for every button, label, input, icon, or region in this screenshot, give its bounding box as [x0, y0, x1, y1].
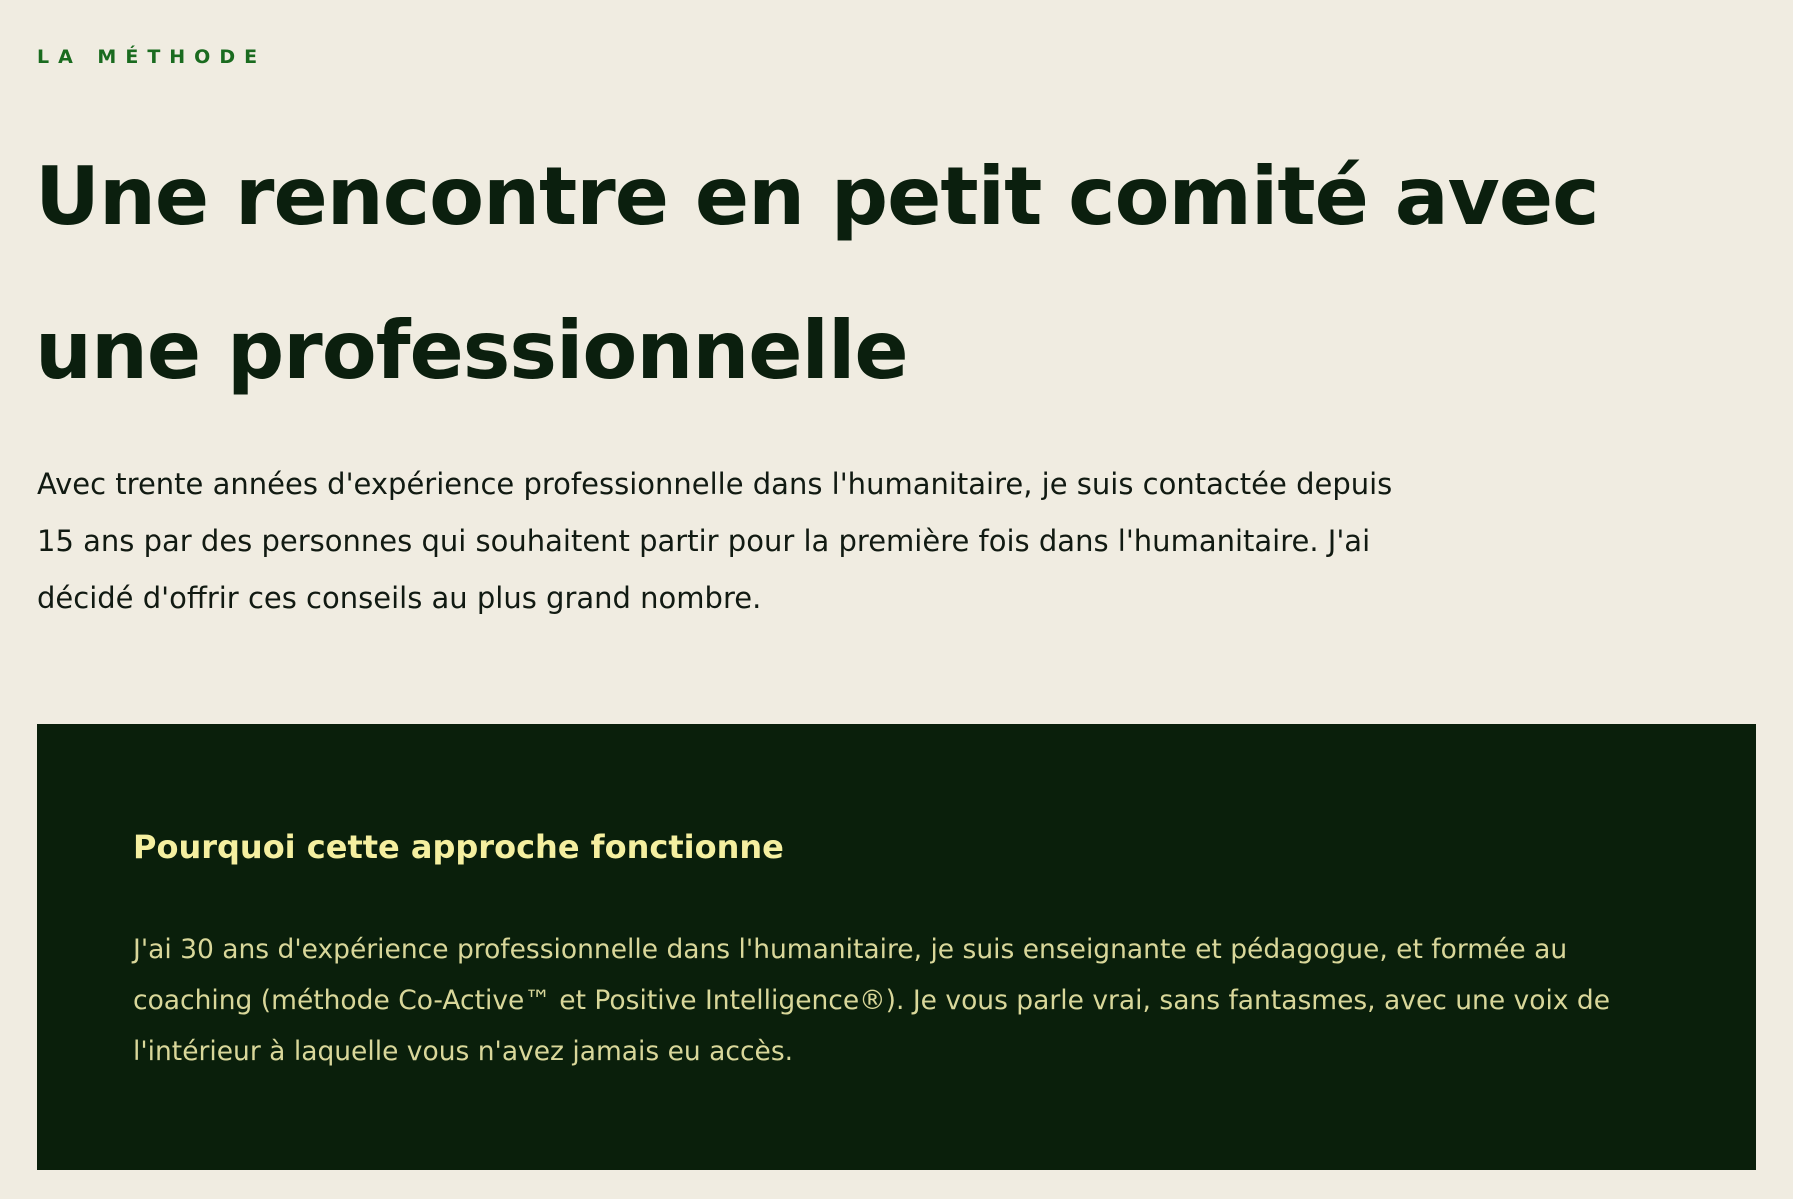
section-eyebrow: LA MÉTHODE	[37, 46, 267, 68]
intro-paragraph: Avec trente années d'expérience professionnelle dans l'humanitaire, je suis contactée depuis 15 ans par des personnes qui souhaitent partir pour la première fois dans l'humanitaire. J'ai décidé d'offrir ces conseils au plus grand nombre.	[37, 467, 1393, 615]
callout-title: Pourquoi cette approche fonctionne	[133, 828, 784, 866]
section-title: Une rencontre en petit comité avec une professionnelle	[35, 150, 1599, 397]
callout-text: J'ai 30 ans d'expérience professionnelle dans l'humanitaire, je suis enseignante et pédagogue, et formée au coaching (méthode Co-Active™ et Positive Intelligence®). Je vous parle vrai, sans fantasmes, avec une voix de l'intérieur à laquelle vous n'avez jamais eu accès.	[133, 934, 1611, 1067]
approach-callout	[37, 724, 1756, 1170]
